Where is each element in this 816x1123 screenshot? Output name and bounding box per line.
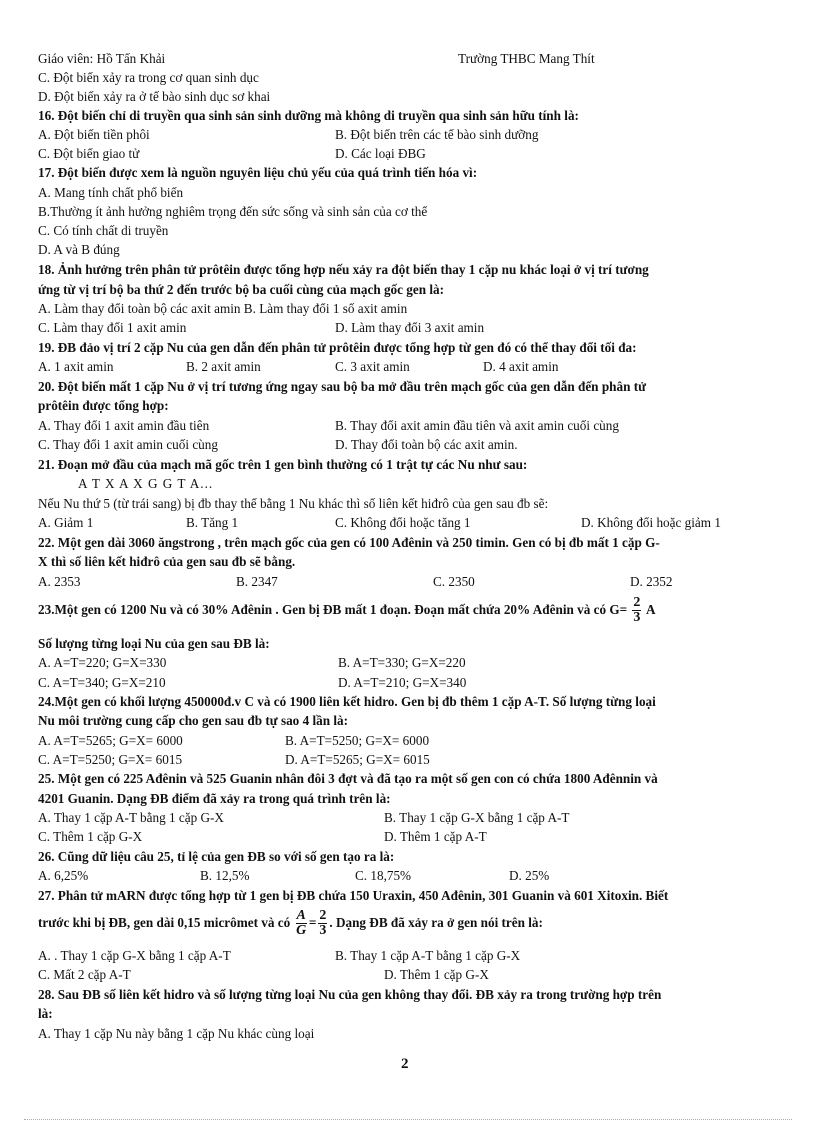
prev-option-d: D. Đột biến xảy ra ở tế bào sinh dục sơ khai — [38, 89, 271, 104]
q16-c: C. Đột biến giao tử — [38, 146, 140, 161]
q18-c: C. Làm thay đổi 1 axit amin — [38, 320, 187, 335]
q20-stem-1: 20. Đột biến mất 1 cặp Nu ở vị trí tương ứng ngay sau bộ ba mở đầu trên mạch gốc của gen dẫn đến phân tử — [38, 379, 647, 394]
q21-sequence: A T X A X G G T A... — [78, 476, 214, 491]
q19-b: B. 2 axit amin — [186, 359, 261, 374]
q20-c: C. Thay đổi 1 axit amin cuối cùng — [38, 437, 218, 452]
q19-a: A. 1 axit amin — [38, 359, 114, 374]
q21-a: A. Giảm 1 — [38, 515, 94, 530]
q24-a: A. A=T=5265; G=X= 6000 — [38, 733, 183, 748]
q25-a: A. Thay 1 cặp A-T bằng 1 cặp G-X — [38, 810, 224, 825]
q26-d: D. 25% — [509, 868, 550, 883]
q27-fraction-value — [318, 909, 327, 938]
q23-stem — [38, 593, 656, 627]
q19-stem: 19. ĐB đảo vị trí 2 cặp Nu của gen dẫn đến phân tử prôtêin được tổng hợp từ gen đó có thể thay đổi tối đa: — [38, 340, 637, 355]
q26-stem: 26. Cũng dữ liệu câu 25, tỉ lệ của gen ĐB so với số gen tạo ra là: — [38, 849, 395, 864]
q20-a: A. Thay đổi 1 axit amin đầu tiên — [38, 418, 210, 433]
q22-c: C. 2350 — [433, 574, 475, 589]
q21-stem: 21. Đoạn mở đầu của mạch mã gốc trên 1 gen bình thường có 1 trật tự các Nu như sau: — [38, 457, 528, 472]
q27-fraction-value-denominator: 3 — [319, 923, 327, 939]
q19-c: C. 3 axit amin — [335, 359, 410, 374]
q23-b: B. A=T=330; G=X=220 — [338, 655, 466, 670]
q27-stem-2 — [38, 905, 543, 941]
q18-stem-1: 18. Ảnh hưởng trên phân tử prôtêin được tổng hợp nếu xảy ra đột biến thay 1 cặp nu khác loại ở vị trí tương — [38, 262, 649, 277]
q20-b: B. Thay đổi axit amin đầu tiên và axit amin cuối cùng — [335, 418, 619, 433]
q23-stem-end: A — [646, 602, 656, 617]
q20-stem-2: prôtêin được tổng hợp: — [38, 398, 169, 413]
q23-ask: Số lượng từng loại Nu của gen sau ĐB là: — [38, 636, 270, 651]
q23-fraction-numerator: 2 — [633, 595, 641, 611]
q21-d: D. Không đổi hoặc giảm 1 — [581, 515, 721, 530]
q16-b: B. Đột biến trên các tế bào sinh dưỡng — [335, 127, 539, 142]
header-school: Trường THBC Mang Thít — [458, 51, 595, 66]
q21-b: B. Tăng 1 — [186, 515, 239, 530]
q27-stem-1: 27. Phân tử mARN được tổng hợp từ 1 gen bị ĐB chứa 150 Uraxin, 450 Ađênin, 301 Guanin và 601 Xitoxin. Biết — [38, 888, 669, 903]
q17-b: B.Thường ít ảnh hưởng nghiêm trọng đến sức sống và sinh sản của cơ thể — [38, 204, 428, 219]
q17-c: C. Có tính chất di truyền — [38, 223, 169, 238]
q27-fraction-ag-numerator: A — [296, 908, 306, 924]
q23-c: C. A=T=340; G=X=210 — [38, 675, 166, 690]
q16-d: D. Các loại ĐBG — [335, 146, 426, 161]
q24-stem-2: Nu môi trường cung cấp cho gen sau đb tự sao 4 lần là: — [38, 713, 348, 728]
q22-a: A. 2353 — [38, 574, 81, 589]
q25-stem-1: 25. Một gen có 225 Ađênin và 525 Guanin nhân đôi 3 đợt và đã tạo ra một số gen con có chứa 1800 Ađênnin và — [38, 771, 658, 786]
q17-a: A. Mang tính chất phổ biến — [38, 185, 184, 200]
q23-fraction — [632, 596, 641, 625]
q25-d: D. Thêm 1 cặp A-T — [384, 829, 487, 844]
q16-stem: 16. Đột biến chỉ di truyền qua sinh sản sinh dưỡng mà không di truyền qua sinh sản hữu tính là: — [38, 108, 579, 123]
q28-a: A. Thay 1 cặp Nu này bằng 1 cặp Nu khác cùng loại — [38, 1026, 315, 1041]
q27-c: C. Mất 2 cặp A-T — [38, 967, 131, 982]
q27-b: B. Thay 1 cặp A-T bằng 1 cặp G-X — [335, 948, 521, 963]
q19-d: D. 4 axit amin — [483, 359, 559, 374]
q25-stem-2: 4201 Guanin. Dạng ĐB điểm đã xảy ra trong quá trình trên là: — [38, 791, 391, 806]
q23-stem-text: 23.Một gen có 1200 Nu và có 30% Ađênin . Gen bị ĐB mất 1 đoạn. Đoạn mất chứa 20% Ađênin và có G= — [38, 602, 628, 617]
q26-c: C. 18,75% — [355, 868, 412, 883]
q22-stem-2: X thì số liên kết hiđrô của gen sau đb sẽ bằng. — [38, 554, 296, 569]
q22-d: D. 2352 — [630, 574, 673, 589]
q20-d: D. Thay đổi toàn bộ các axit amin. — [335, 437, 518, 452]
page-number: 2 — [401, 1056, 409, 1072]
q23-a: A. A=T=220; G=X=330 — [38, 655, 167, 670]
q22-b: B. 2347 — [236, 574, 278, 589]
q27-fraction-ag-denominator: G — [296, 923, 307, 939]
q27-d: D. Thêm 1 cặp G-X — [384, 967, 489, 982]
q28-stem-2: là: — [38, 1006, 53, 1021]
header-teacher: Giáo viên: Hồ Tấn Khải — [38, 51, 166, 66]
q21-c: C. Không đổi hoặc tăng 1 — [335, 515, 471, 530]
q27-a: A. . Thay 1 cặp G-X bằng 1 cặp A-T — [38, 948, 231, 963]
q24-d: D. A=T=5265; G=X= 6015 — [285, 752, 430, 767]
q28-stem-1: 28. Sau ĐB số liên kết hidro và số lượng từng loại Nu của gen không thay đổi. ĐB xảy ra trong trường hợp trên — [38, 987, 662, 1002]
page-divider — [24, 1119, 792, 1120]
prev-option-c: C. Đột biến xảy ra trong cơ quan sinh dục — [38, 70, 259, 85]
q27-stem-2-text: trước khi bị ĐB, gen dài 0,15 micrômet và có — [38, 915, 291, 930]
q22-stem-1: 22. Một gen dài 3060 ăngstrong , trên mạch gốc của gen có 100 Ađênin và 250 timin. Gen có bị đb mất 1 cặp G- — [38, 535, 660, 550]
q26-a: A. 6,25% — [38, 868, 89, 883]
q27-fraction-ag — [296, 909, 307, 938]
q24-stem-1: 24.Một gen có khối lượng 450000đ.v C và có 1900 liên kết hidro. Gen bị đb thêm 1 cặp A-T. Số lượng từng loại — [38, 694, 656, 709]
q25-b: B. Thay 1 cặp G-X bằng 1 cặp A-T — [384, 810, 570, 825]
q27-fraction-value-numerator: 2 — [319, 908, 327, 924]
q24-b: B. A=T=5250; G=X= 6000 — [285, 733, 430, 748]
q17-stem: 17. Đột biến được xem là nguồn nguyên liệu chủ yếu của quá trình tiến hóa vì: — [38, 165, 478, 180]
q26-b: B. 12,5% — [200, 868, 250, 883]
q18-ab: A. Làm thay đổi toàn bộ các axit amin B. Làm thay đổi 1 số axit amin — [38, 301, 408, 316]
q23-d: D. A=T=210; G=X=340 — [338, 675, 467, 690]
q25-c: C. Thêm 1 cặp G-X — [38, 829, 143, 844]
q23-fraction-denominator: 3 — [633, 610, 641, 626]
q18-d: D. Làm thay đổi 3 axit amin — [335, 320, 485, 335]
q27-stem-2-end: . Dạng ĐB đã xảy ra ở gen nói trên là: — [329, 915, 543, 930]
q24-c: C. A=T=5250; G=X= 6015 — [38, 752, 183, 767]
q16-a: A. Đột biến tiền phôi — [38, 127, 150, 142]
q17-d: D. A và B đúng — [38, 242, 120, 257]
q18-stem-2: ứng từ vị trí bộ ba thứ 2 đến trước bộ ba cuối cùng của mạch gốc gen là: — [38, 282, 445, 297]
q21-note: Nếu Nu thứ 5 (từ trái sang) bị đb thay thế bằng 1 Nu khác thì số liên kết hiđrô của gen sau đb sẽ: — [38, 496, 549, 511]
q27-equals: = — [308, 915, 317, 930]
